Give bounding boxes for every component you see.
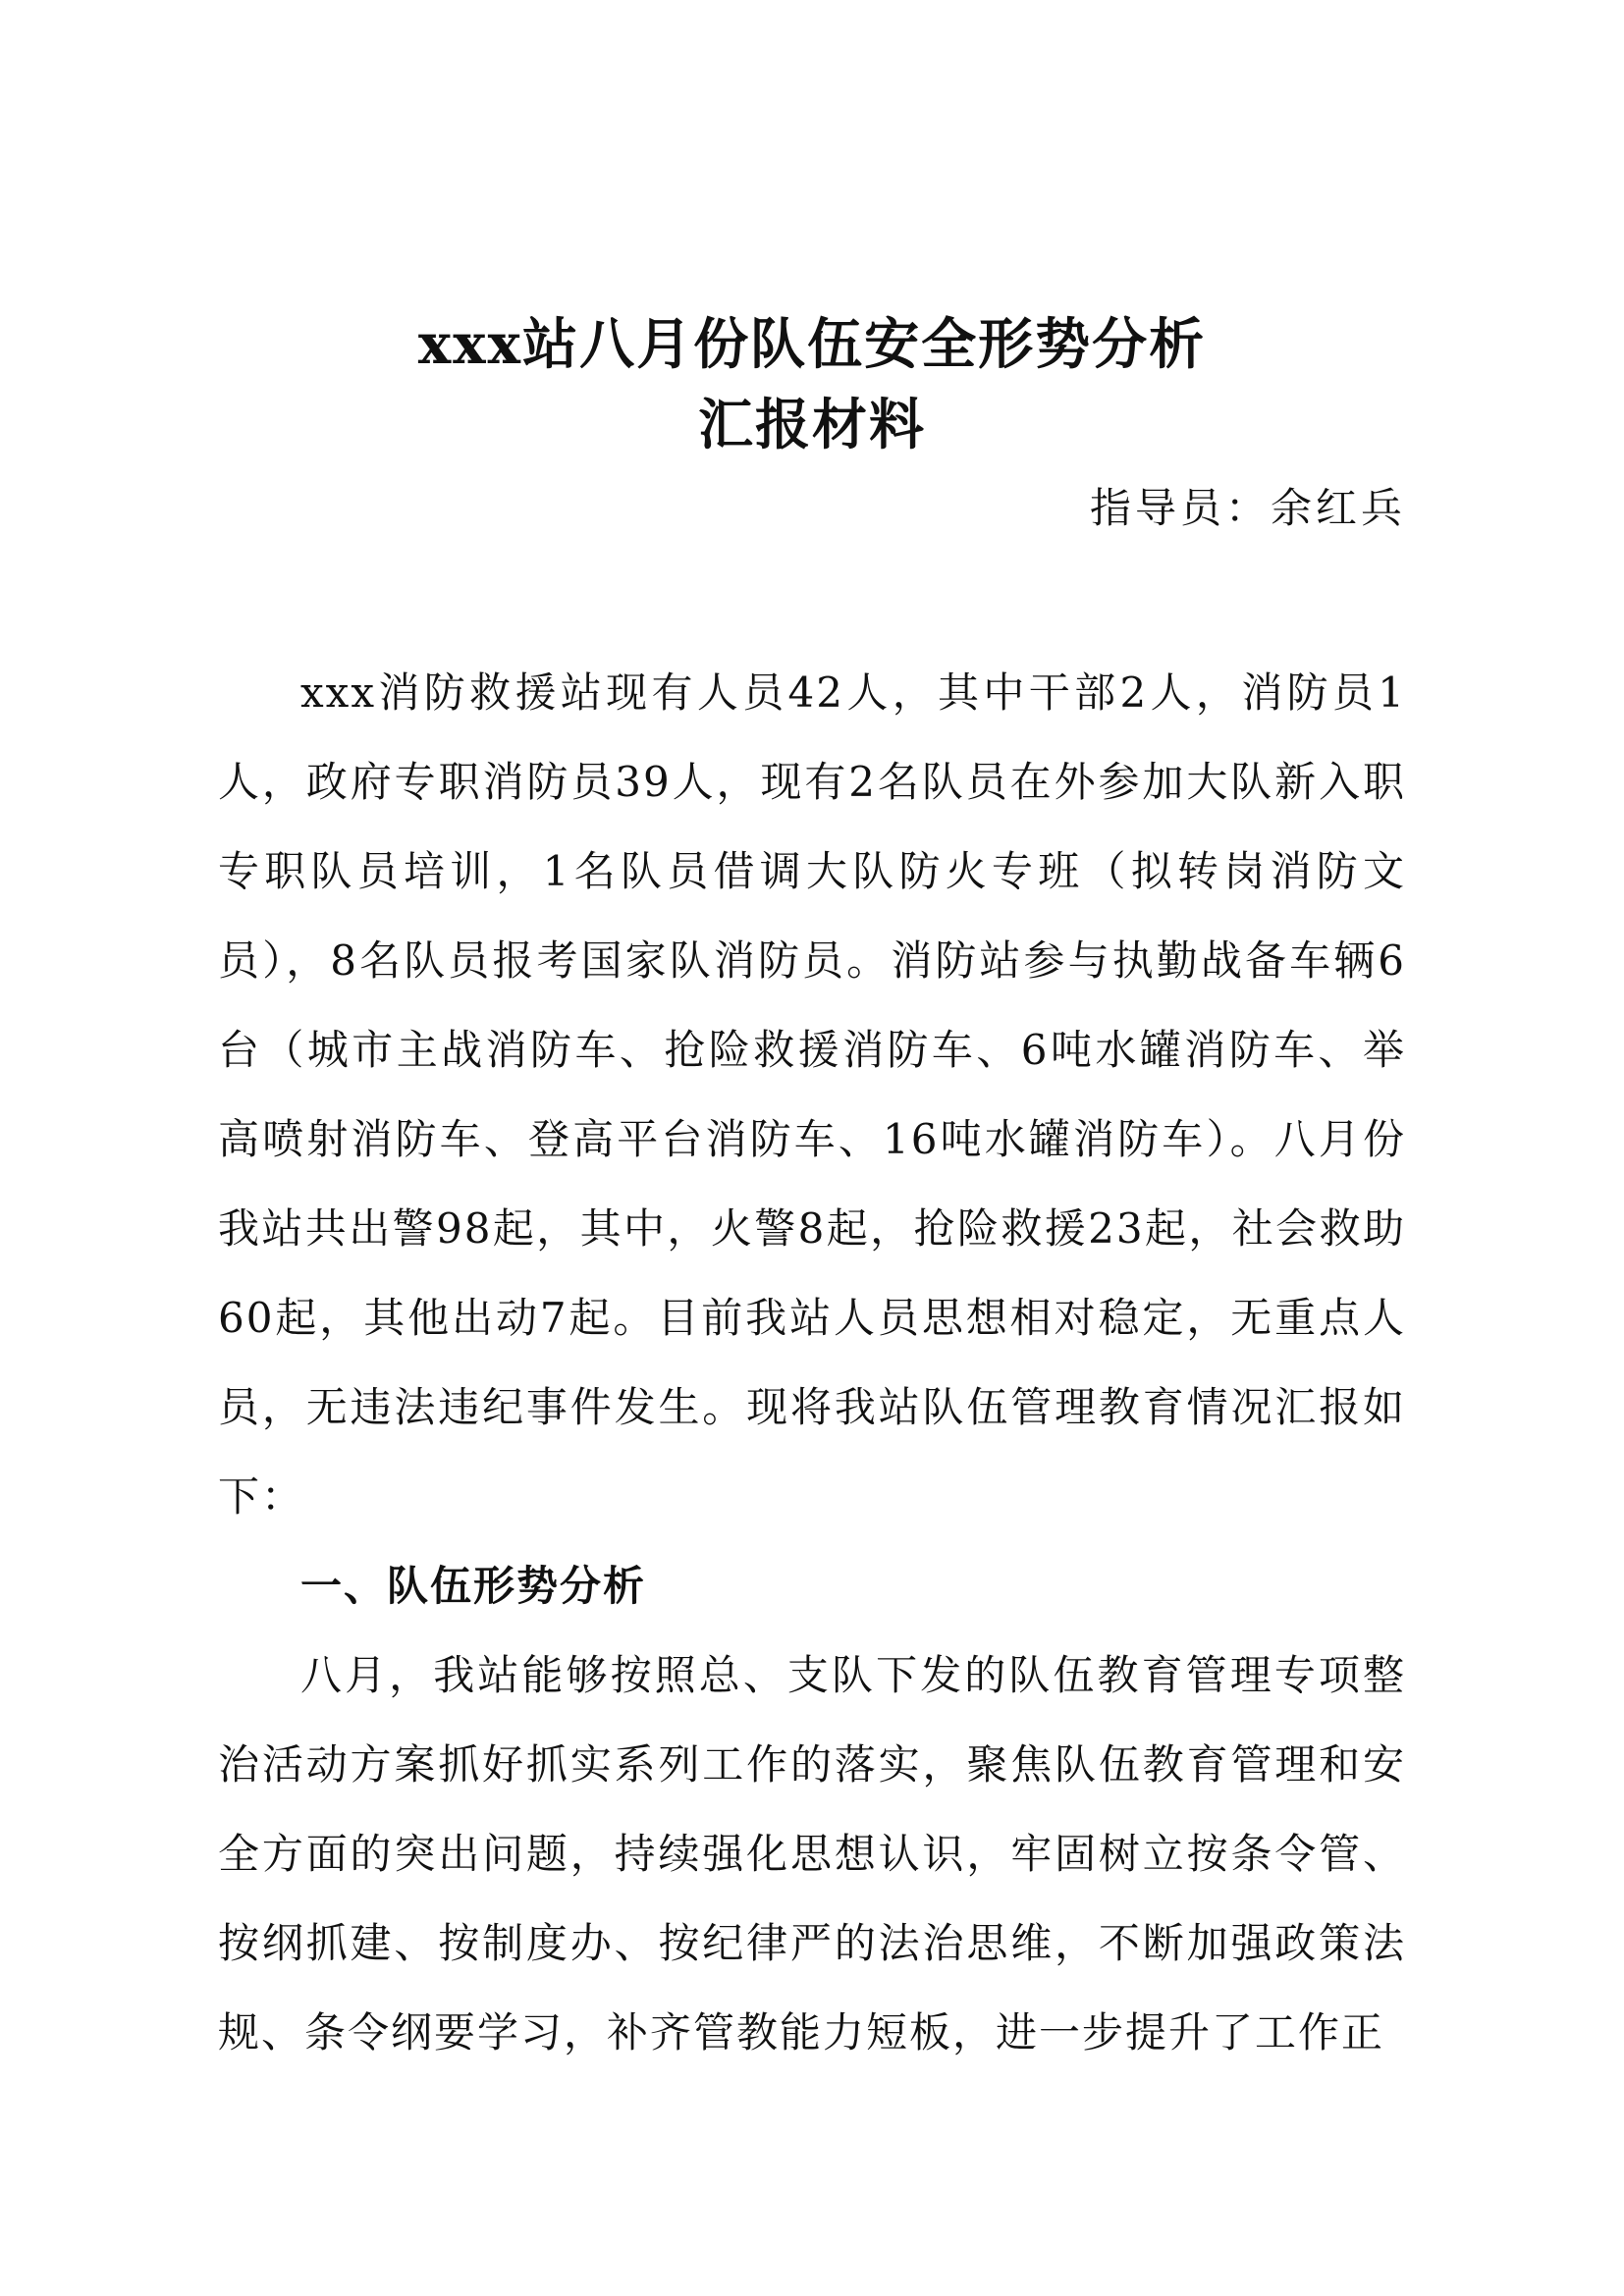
author-signature: 指导员：余红兵 (1089, 484, 1406, 532)
section-heading-1: 一、队伍形势分析 (300, 1562, 647, 1610)
document-body (218, 648, 1406, 2077)
title-line-1: xxx站八月份队伍安全形势分析 (417, 312, 1207, 377)
intro-paragraph: xxx消防救援站现有人员42人，其中干部2人，消防员1人，政府专职消防员39人，现有2名队员在外参加大队新入职专职队员培训，1名队员借调大队防火专班（拟转岗消防文员），8名队员报考国家队消防员。消防站参与执勤战备车辆6台（城市主战消防车、抢险救援消防车、6吨水罐消防车、举高喷射消防车、登高平台消防车、16吨水罐消防车）。八月份我站共出警98起，其中，火警8起，抢险救援23起，社会救助60起，其他出动7起。目前我站人员思想相对稳定，无重点人员，无违法违纪事件发生。现将我站队伍管理教育情况汇报如下： (218, 668, 1406, 1521)
section-1-paragraph: 八月，我站能够按照总、支队下发的队伍教育管理专项整治活动方案抓好抓实系列工作的落实，聚焦队伍教育管理和安全方面的突出问题，持续强化思想认识，牢固树立按条令管、按纲抓建、按制度办、按纪律严的法治思维，不断加强政策法规、条令纲要学习，补齐管教能力短板，进一步提升了工作正 (218, 1651, 1406, 2056)
document-title (0, 304, 1624, 465)
title-line-2: 汇报材料 (698, 393, 926, 457)
